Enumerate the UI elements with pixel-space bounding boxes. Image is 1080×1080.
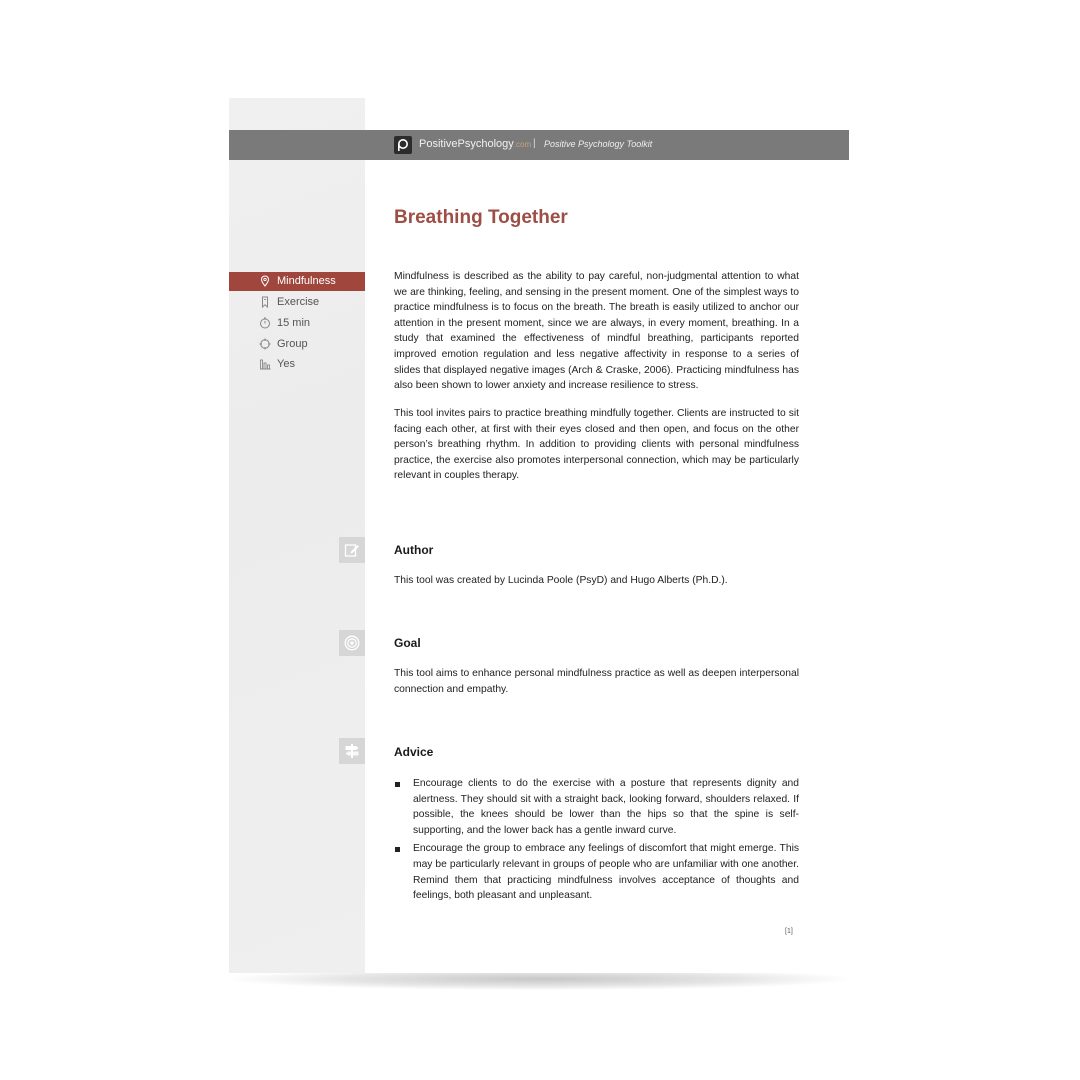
advice-heading: Advice [394,745,434,759]
intro-paragraph-2: This tool invites pairs to practice breathing mindfully together. Clients are instructed to sit facing each other, at first with their eyes closed and then open, and focus on the other person’s breathing rhythm. In addition to providing clients with personal mindfulness practice, the exercise also promotes interpersonal connection, which may be particularly relevant in couples therapy. [394,408,799,482]
meta-duration [229,314,365,333]
signpost-icon [339,738,365,764]
author-heading: Author [394,543,434,557]
timer-icon [259,317,271,329]
meta-category [229,272,365,291]
header-bar [229,130,849,160]
meta-type-label: Exercise [277,296,320,308]
brand-tld: .com [513,140,532,149]
goal-text: This tool aims to enhance personal mindfulness practice as well as deepen interpersonal connection and empathy. [394,668,799,695]
meta-evidence-label: Yes [277,358,295,370]
advice-item: Encourage clients to do the exercise with a posture that represents dignity and alertness. They should sit with a straight back, looking forward, shoulders relaxed. If possible, the knees should be lower than the hips so that the spine is self-supporting, and the lower back has a gentle inward curve. [394,776,799,838]
meta-audience-label: Group [277,338,308,350]
meta-duration-label: 15 min [277,317,311,329]
sidebar [229,98,365,973]
meta-category-label: Mindfulness [277,275,336,287]
meta-evidence [229,355,365,374]
page-number: [1] [785,928,793,935]
positive-psychology-logo-icon [394,136,412,154]
toolkit-label: Positive Psychology Toolkit [544,139,653,149]
bookmark-icon [259,296,271,308]
advice-list [394,776,799,907]
edit-icon [339,537,365,563]
target-icon [339,630,365,656]
header-separator: | [533,138,536,149]
document-page [229,98,849,973]
location-pin-icon [259,275,271,287]
advice-item: Encourage the group to embrace any feelings of discomfort that might emerge. This may be particularly relevant in groups of people who are unfamiliar with one another. Remind them that practicing mindfulness involves acceptance of thoughts and feelings, both pleasant and unpleasant. [394,841,799,903]
goal-heading: Goal [394,636,421,650]
meta-audience [229,335,365,354]
page-title: Breathing Together [394,207,568,228]
intro-paragraph-1: Mindfulness is described as the ability to pay careful, non-judgmental attention to what we are thinking, feeling, and sensing in the present moment. One of the simplest ways to practice mindfulness is to focus on the breath. The breath is easily utilized to anchor our attention in the present moment, since we are always, in every moment, breathing. In a study that examined the effectiveness of mindful breathing, participants reported improved emotion regulation and less negative affectivity in response to a series of slides that displayed negative images (Arch & Craske, 2006). Practicing mindfulness has also been shown to lower anxiety and increase resilience to stress. [394,271,799,392]
meta-type [229,293,365,312]
bar-chart-icon [259,358,271,370]
crosshair-icon [259,338,271,350]
author-text: This tool was created by Lucinda Poole (PsyD) and Hugo Alberts (Ph.D.). [394,575,728,586]
brand-name: PositivePsychology.com [419,138,532,150]
